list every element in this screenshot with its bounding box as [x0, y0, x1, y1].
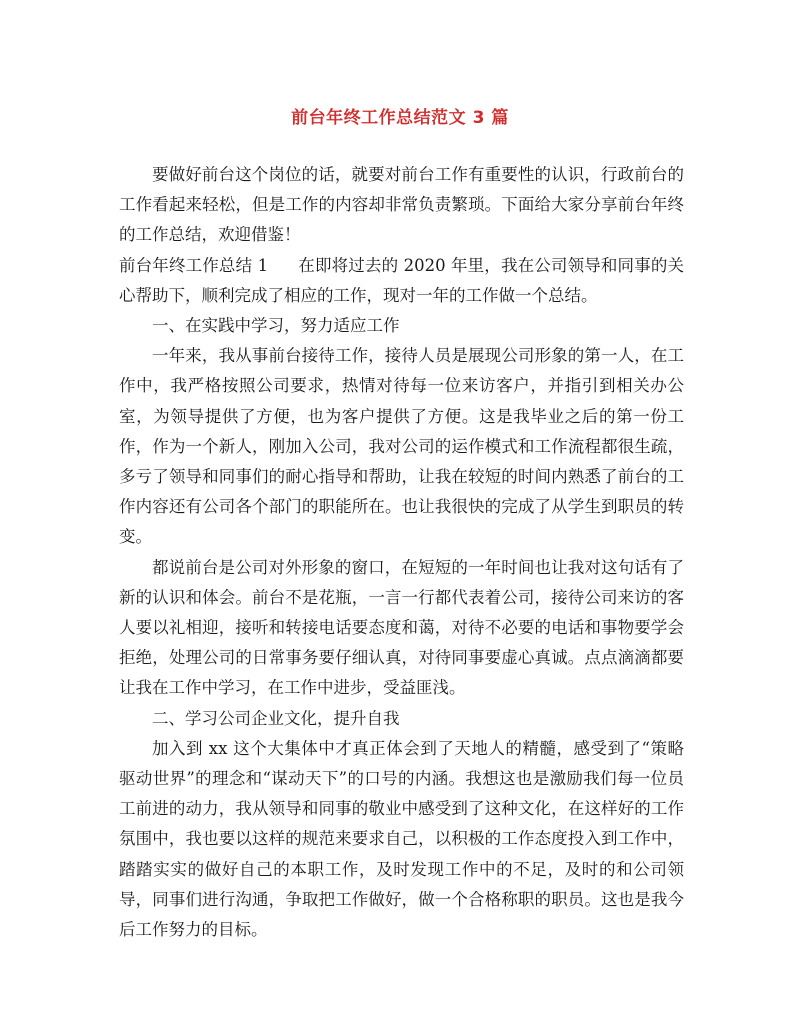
summary1-paragraph [119, 251, 684, 311]
summary1-label: 前台年终工作总结 1 [119, 255, 269, 275]
section2-paragraph-1: 加入到 xx 这个大集体中才真正体会到了天地人的精髓，感受到了“策略驱动世界”的理念和“谋动天下”的口号的内涵。我想这也是激励我们每一位员工前进的动力，我从领导和同事的敬业中感受到了这种文化，在这样好的工作氛围中，我也要以这样的规范来要求自己，以积极的工作态度投入到工作中，踏踏实实的做好自己的本职工作，及时发现工作中的不足，及时的和公司领导，同事们进行沟通，争取把工作做好，做一个合格称职的职员。这也是我今后工作努力的目标。 [119, 738, 684, 940]
section1-heading: 一、在实践中学习，努力适应工作 [152, 316, 400, 336]
section2-heading: 二、学习公司企业文化，提升自我 [152, 708, 400, 728]
document-title: 前台年终工作总结范文 3 篇 [291, 108, 509, 128]
section1-paragraph-1: 一年来，我从事前台接待工作，接待人员是展现公司形象的第一人，在工作中，我严格按照公司要求，热情对待每一位来访客户，并指引到相关办公室，为领导提供了方便，也为客户提供了方便。这是我毕业之后的第一份工作，作为一个新人，刚加入公司，我对公司的运作模式和工作流程都很生疏，多亏了领导和同事们的耐心指导和帮助，让我在较短的时间内熟悉了前台的工作内容还有公司各个部门的职能所在。也让我很快的完成了从学生到职员的转变。 [119, 346, 684, 547]
section1-paragraph-2: 都说前台是公司对外形象的窗口，在短短的一年时间也让我对这句话有了新的认识和体会。前台不是花瓶，一言一行都代表着公司，接待公司来访的客人要以礼相迎，接听和转接电话要态度和蔼，对待不必要的电话和事物要学会拒绝，处理公司的日常事务要仔细认真，对待同事要虚心真诚。点点滴滴都要让我在工作中学习，在工作中进步，受益匪浅。 [119, 557, 684, 698]
document-body [119, 160, 684, 945]
summary1-text: 在即将过去的 2020 年里，我在公司领导和同事的关心帮助下，顺利完成了相应的工作，现对一年的工作做一个总结。 [119, 255, 685, 305]
intro-paragraph: 要做好前台这个岗位的话，就要对前台工作有重要性的认识，行政前台的工作看起来轻松，但是工作的内容却非常负责繁琐。下面给大家分享前台年终的工作总结，欢迎借鉴！ [119, 165, 684, 245]
